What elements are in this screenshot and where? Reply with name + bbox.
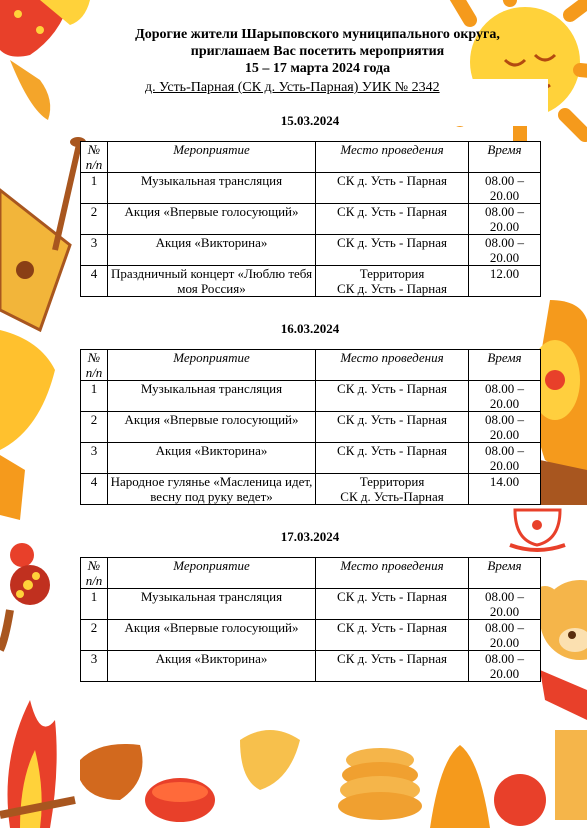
page-header <box>90 26 545 77</box>
row-event: Музыкальная трансляция <box>108 589 316 620</box>
header-greeting: Дорогие жители Шарыповского муниципального округа, <box>135 27 500 42</box>
row-event: Музыкальная трансляция <box>108 173 316 204</box>
table-row <box>81 381 541 412</box>
schedule-table-2 <box>80 349 541 505</box>
row-event: Акция «Викторина» <box>108 235 316 266</box>
table-row <box>81 173 541 204</box>
row-event: Акция «Викторина» <box>108 651 316 682</box>
column-header-event: Мероприятие <box>108 558 316 589</box>
row-number: 1 <box>81 589 108 620</box>
header-invitation: приглашаем Вас посетить мероприятия <box>190 44 445 59</box>
table-row <box>81 474 541 505</box>
row-time: 12.00 <box>469 266 541 297</box>
column-header-time: Время <box>469 558 541 589</box>
row-number: 2 <box>81 412 108 443</box>
row-number: 2 <box>81 620 108 651</box>
row-event: Праздничный концерт «Люблю тебя моя Россия» <box>108 266 316 297</box>
header-dates: 15 – 17 марта 2024 года <box>244 61 391 76</box>
row-time: 08.00 – 20.00 <box>469 235 541 266</box>
schedule-table-1 <box>80 141 541 297</box>
row-place: СК д. Усть - Парная <box>316 651 469 682</box>
column-header-place: Место проведения <box>316 142 469 173</box>
table-row <box>81 235 541 266</box>
row-time: 08.00 – 20.00 <box>469 412 541 443</box>
row-time: 08.00 – 20.00 <box>469 381 541 412</box>
schedule-table-3 <box>80 557 541 682</box>
column-header-place: Место проведения <box>316 350 469 381</box>
row-place: СК д. Усть - Парная <box>316 443 469 474</box>
row-place: СК д. Усть - Парная <box>316 620 469 651</box>
row-event: Музыкальная трансляция <box>108 381 316 412</box>
column-header-event: Мероприятие <box>108 142 316 173</box>
row-number: 4 <box>81 474 108 505</box>
section-date-3: 17.03.2024 <box>280 529 340 544</box>
section-date-2: 16.03.2024 <box>280 321 340 336</box>
row-number: 2 <box>81 204 108 235</box>
row-number: 1 <box>81 173 108 204</box>
row-place: СК д. Усть - Парная <box>316 381 469 412</box>
table-row <box>81 204 541 235</box>
section-date-1: 15.03.2024 <box>280 113 340 128</box>
table-row <box>81 412 541 443</box>
row-place: Территория СК д. Усть - Парная <box>316 266 469 297</box>
table-row <box>81 266 541 297</box>
column-header-number: № п/п <box>81 558 108 589</box>
column-header-place: Место проведения <box>316 558 469 589</box>
row-event: Акция «Впервые голосующий» <box>108 620 316 651</box>
row-event: Народное гулянье «Масленица идет, весну под руку ведет» <box>108 474 316 505</box>
row-event: Акция «Впервые голосующий» <box>108 412 316 443</box>
table-row <box>81 620 541 651</box>
row-time: 08.00 – 20.00 <box>469 443 541 474</box>
row-time: 14.00 <box>469 474 541 505</box>
left-ornament-illustration <box>0 330 55 650</box>
column-header-time: Время <box>469 142 541 173</box>
row-time: 08.00 – 20.00 <box>469 589 541 620</box>
table-header-row <box>81 142 541 173</box>
column-header-time: Время <box>469 350 541 381</box>
row-place: СК д. Усть - Парная <box>316 173 469 204</box>
row-place: Территория СК д. Усть-Парная <box>316 474 469 505</box>
row-place: СК д. Усть - Парная <box>316 235 469 266</box>
table-header-row <box>81 350 541 381</box>
table-header-row <box>81 558 541 589</box>
address-text: д. Усть-Парная (СК д. Усть-Парная) УИК № 2342 <box>145 80 440 95</box>
balalaika-illustration <box>0 137 86 330</box>
column-header-number: № п/п <box>81 350 108 381</box>
row-number: 4 <box>81 266 108 297</box>
row-event: Акция «Впервые голосующий» <box>108 204 316 235</box>
row-number: 1 <box>81 381 108 412</box>
column-header-event: Мероприятие <box>108 350 316 381</box>
row-number: 3 <box>81 235 108 266</box>
row-time: 08.00 – 20.00 <box>469 620 541 651</box>
row-number: 3 <box>81 651 108 682</box>
row-time: 08.00 – 20.00 <box>469 204 541 235</box>
column-header-number: № п/п <box>81 142 108 173</box>
row-place: СК д. Усть - Парная <box>316 589 469 620</box>
table-row <box>81 589 541 620</box>
table-row <box>81 651 541 682</box>
row-place: СК д. Усть - Парная <box>316 412 469 443</box>
row-event: Акция «Викторина» <box>108 443 316 474</box>
table-row <box>81 443 541 474</box>
row-number: 3 <box>81 443 108 474</box>
pancakes-illustration <box>80 730 546 828</box>
campfire-illustration <box>0 700 75 828</box>
row-place: СК д. Усть - Парная <box>316 204 469 235</box>
row-time: 08.00 – 20.00 <box>469 651 541 682</box>
row-time: 08.00 – 20.00 <box>469 173 541 204</box>
headscarf-illustration <box>0 0 90 120</box>
